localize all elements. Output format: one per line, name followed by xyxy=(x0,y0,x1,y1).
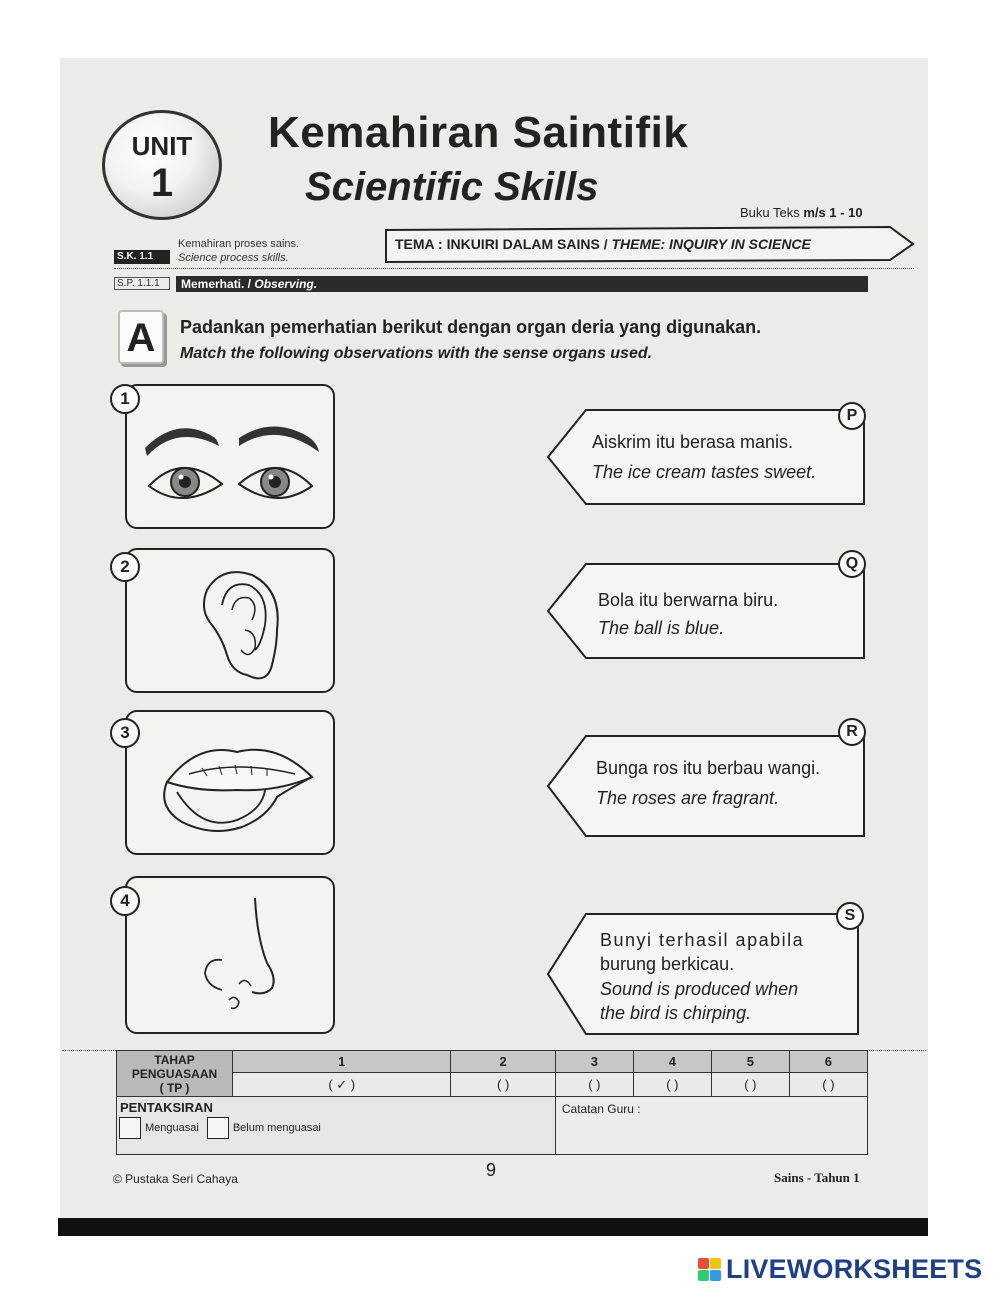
ear-icon xyxy=(127,550,337,695)
theme-english: THEME: INQUIRY IN SCIENCE xyxy=(611,236,811,252)
sp-tag: S.P. 1.1.1 xyxy=(114,277,170,290)
level-2: 2 xyxy=(451,1051,555,1073)
unit-word: UNIT xyxy=(131,131,193,161)
instruction-english: Match the following observations with the sense organs used. xyxy=(180,345,653,362)
statement-card-r[interactable] xyxy=(546,734,868,838)
tp-label-line2: PENGUASAAN xyxy=(131,1066,218,1081)
mouth-tongue-icon xyxy=(127,712,337,857)
liveworksheets-logo-icon xyxy=(698,1258,722,1282)
picture-box-1[interactable] xyxy=(125,384,335,529)
textbook-pages: m/s 1 - 10 xyxy=(803,205,863,220)
observe-malay: Memerhati. / xyxy=(181,277,252,291)
pentaksiran-label: PENTAKSIRAN xyxy=(120,1100,213,1115)
brand-name: LIVEWORKSHEETS xyxy=(726,1254,983,1284)
title-english: Scientific Skills xyxy=(305,165,599,209)
picture-box-2[interactable] xyxy=(125,548,335,693)
level-mark-6[interactable]: ( ) xyxy=(789,1073,867,1097)
sk-text-english: Science process skills. xyxy=(178,252,289,264)
pentaksiran-cell xyxy=(117,1097,556,1155)
teacher-notes-cell[interactable] xyxy=(555,1097,867,1155)
statement-r-malay: Bunga ros itu berbau wangi. xyxy=(596,758,821,778)
statement-q-english: The ball is blue. xyxy=(598,618,725,638)
picture-box-3[interactable] xyxy=(125,710,335,855)
not-mastered-label: Belum menguasai xyxy=(232,1122,321,1134)
picture-box-4[interactable] xyxy=(125,876,335,1034)
mastered-checkbox[interactable] xyxy=(119,1117,141,1139)
theme-text xyxy=(395,236,811,252)
level-mark-2[interactable]: ( ) xyxy=(451,1073,555,1097)
statement-letter-q: Q xyxy=(838,550,866,578)
unit-badge xyxy=(102,110,222,220)
level-1: 1 xyxy=(233,1051,451,1073)
tp-label xyxy=(117,1051,233,1097)
statement-p-english: The ice cream tastes sweet. xyxy=(592,462,817,482)
statement-s-malay-line2: burung berkicau. xyxy=(600,954,735,974)
textbook-reference xyxy=(740,205,863,220)
eyes-icon xyxy=(127,386,337,531)
level-mark-3[interactable]: ( ) xyxy=(555,1073,633,1097)
observe-english: Observing. xyxy=(254,277,318,291)
level-5: 5 xyxy=(711,1051,789,1073)
not-mastered-checkbox[interactable] xyxy=(207,1117,229,1139)
subject-label: Sains - Tahun 1 xyxy=(774,1170,860,1185)
statement-card-p[interactable] xyxy=(546,408,868,506)
level-mark-5[interactable]: ( ) xyxy=(711,1073,789,1097)
sk-tag: S.K. 1.1 xyxy=(114,250,170,264)
picture-number-1: 1 xyxy=(110,384,140,414)
statement-q-malay: Bola itu berwarna biru. xyxy=(598,590,779,610)
statement-s-malay-line1: Bunyi terhasil apabila xyxy=(600,930,805,950)
statement-letter-r: R xyxy=(838,718,866,746)
title-malay: Kemahiran Saintifik xyxy=(268,108,689,157)
picture-number-4: 4 xyxy=(110,886,140,916)
level-6: 6 xyxy=(789,1051,867,1073)
level-4: 4 xyxy=(633,1051,711,1073)
tp-label-line1: TAHAP xyxy=(154,1052,195,1067)
picture-number-2: 2 xyxy=(110,552,140,582)
statement-card-s[interactable] xyxy=(546,912,868,1036)
sk-text-malay: Kemahiran proses sains. xyxy=(178,238,300,250)
section-letter-box xyxy=(118,310,164,364)
teacher-notes-label: Catatan Guru : xyxy=(561,1102,641,1116)
unit-number: 1 xyxy=(150,161,174,205)
page-bottom-edge xyxy=(58,1218,928,1236)
assessment-table xyxy=(116,1050,868,1155)
statement-r-english: The roses are fragrant. xyxy=(596,788,780,808)
page-number: 9 xyxy=(486,1160,497,1180)
statement-p-malay: Aiskrim itu berasa manis. xyxy=(592,432,794,452)
statement-letter-s: S xyxy=(836,902,864,930)
textbook-label: Buku Teks xyxy=(740,205,800,220)
nose-icon xyxy=(127,878,337,1036)
tp-label-line3: ( TP ) xyxy=(159,1080,190,1095)
statement-s-english-line1: Sound is produced when xyxy=(600,979,799,999)
level-3: 3 xyxy=(555,1051,633,1073)
theme-malay: TEMA : INKUIRI DALAM SAINS / xyxy=(395,236,608,252)
observing-bar xyxy=(176,276,868,292)
section-letter: A xyxy=(126,316,156,360)
statement-card-q[interactable] xyxy=(546,562,868,660)
instruction-malay: Padankan pemerhatian berikut dengan organ deria yang digunakan. xyxy=(180,317,762,337)
statement-s-english-line2: the bird is chirping. xyxy=(600,1003,752,1023)
publisher: © Pustaka Seri Cahaya xyxy=(113,1172,238,1186)
statement-letter-p: P xyxy=(838,402,866,430)
level-mark-1[interactable]: ( ✓ ) xyxy=(233,1073,451,1097)
level-mark-4[interactable]: ( ) xyxy=(633,1073,711,1097)
picture-number-3: 3 xyxy=(110,718,140,748)
mastered-label: Menguasai xyxy=(145,1122,199,1134)
divider xyxy=(114,268,914,269)
